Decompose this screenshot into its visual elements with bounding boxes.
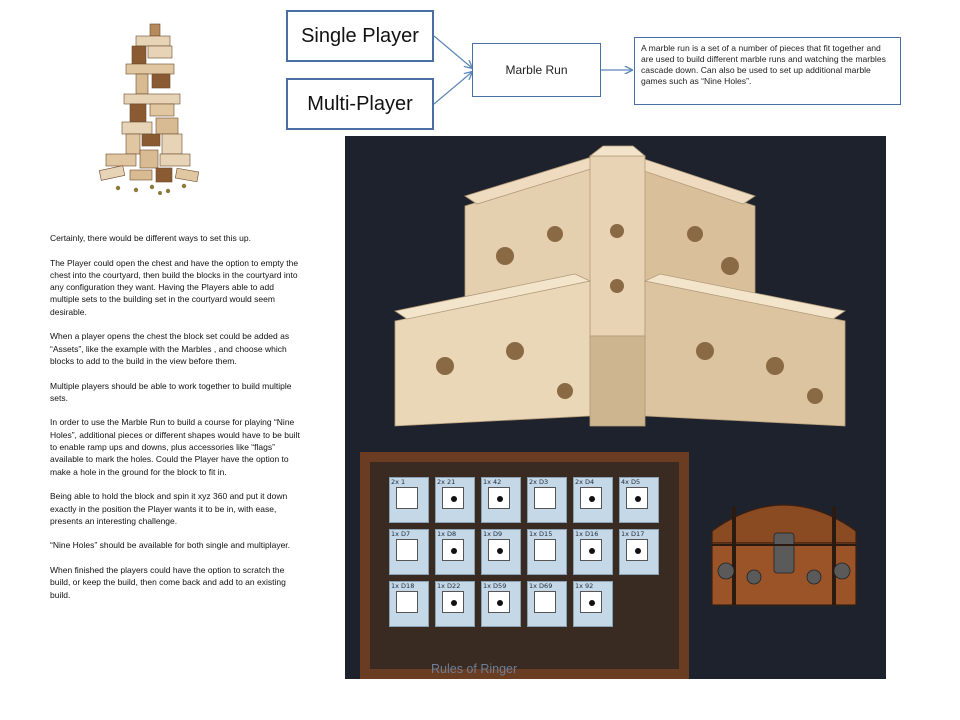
treasure-chest-image [704, 487, 864, 609]
connector-multi-to-marble-run [434, 72, 472, 104]
piece-cell [389, 581, 429, 627]
block-icon [580, 539, 602, 561]
piece-cell [573, 529, 613, 575]
block-icon [396, 487, 418, 509]
design-notes [50, 232, 304, 613]
marble-run-description: A marble run is a set of a number of pieces that fit together and are used to build different marble runs and watching the marbles cascade down. Can also be used to set up additional marble games such as “Nine Holes”. [641, 43, 886, 86]
piece-tag: 1x D69 [529, 582, 553, 590]
piece-cell [619, 477, 659, 523]
piece-tag: 4x D5 [621, 478, 641, 486]
single-player-label: Single Player [301, 24, 419, 47]
block-icon [488, 539, 510, 561]
note-paragraph: The Player could open the chest and have the option to empty the chest into the courtyard, then build the blocks in the courtyard into any configuration they want. Having the Players able to add multiple sets to the building set in the courtyard would seem desirable. [50, 257, 299, 317]
piece-tag: 1x D16 [575, 530, 599, 538]
hole-icon [589, 600, 595, 606]
multi-player-node [286, 78, 434, 130]
hole-icon [589, 496, 595, 502]
piece-tag: 1x D18 [391, 582, 415, 590]
marble-run-label: Marble Run [505, 63, 568, 77]
hole-icon [497, 496, 503, 502]
block-icon [534, 591, 556, 613]
hole-icon [451, 496, 457, 502]
block-icon [580, 487, 602, 509]
note-paragraph: Multiple players should be able to work together to build multiple sets. [50, 380, 292, 403]
hole-icon [497, 548, 503, 554]
single-player-node [286, 10, 434, 62]
piece-tag: 1x 92 [575, 582, 594, 590]
piece-cell [573, 477, 613, 523]
piece-tag: 2x D3 [529, 478, 549, 486]
piece-cell [527, 529, 567, 575]
piece-cell [435, 477, 475, 523]
hole-icon [497, 600, 503, 606]
piece-tag: 1x D8 [437, 530, 457, 538]
piece-tag: 1x D15 [529, 530, 553, 538]
note-paragraph: When a player opens the chest the block set could be added as “Assets”, like the example with the Marbles , and choose which blocks to add to the build in the view before them. [50, 331, 290, 366]
block-icon [488, 487, 510, 509]
piece-tag: 2x 21 [437, 478, 456, 486]
marble-run-description-node [634, 37, 901, 105]
block-icon [488, 591, 510, 613]
marble-run-image [345, 136, 886, 436]
multi-player-label: Multi-Player [307, 92, 413, 115]
piece-cell [389, 477, 429, 523]
piece-tag: 1x D17 [621, 530, 645, 538]
block-icon [442, 539, 464, 561]
piece-cell [481, 581, 521, 627]
piece-cell [481, 529, 521, 575]
marble-run-node [472, 43, 601, 97]
piece-cell [527, 581, 567, 627]
piece-cell [619, 529, 659, 575]
piece-cell [435, 581, 475, 627]
note-paragraph: When finished the players could have the option to scratch the build, or keep the build, then come back and add to an existing build. [50, 565, 286, 600]
block-icon [442, 591, 464, 613]
block-icon [396, 591, 418, 613]
hole-icon [451, 600, 457, 606]
note-paragraph: Being able to hold the block and spin it xyz 360 and put it down exactly in the position the Player wants it to be in, with ease, presents an interesting challenge. [50, 491, 288, 526]
piece-cell [389, 529, 429, 575]
piece-cell [527, 477, 567, 523]
piece-tag: 2x 1 [391, 478, 406, 486]
block-icon [534, 539, 556, 561]
rules-of-ringer-caption: Rules of Ringer [431, 662, 518, 676]
piece-tag: 1x D59 [483, 582, 507, 590]
block-icon [626, 539, 648, 561]
piece-tag: 1x D9 [483, 530, 503, 538]
hole-icon [451, 548, 457, 554]
piece-cell [573, 581, 613, 627]
note-paragraph: In order to use the Marble Run to build a course for playing “Nine Holes”, additional pieces or different shapes would have to be built to enable ramp ups and downs, plus accessories like “flags” available to mark the holes. Could the Player have the option to make a hole in the ground for the block to fit in. [50, 417, 300, 477]
block-icon [442, 487, 464, 509]
hole-icon [589, 548, 595, 554]
hole-icon [635, 496, 641, 502]
connector-single-to-marble-run [434, 36, 472, 68]
piece-tag: 1x D7 [391, 530, 411, 538]
piece-tag: 1x 42 [483, 478, 502, 486]
block-icon [580, 591, 602, 613]
piece-cell [481, 477, 521, 523]
piece-tag: 1x D22 [437, 582, 461, 590]
piece-cell [435, 529, 475, 575]
block-icon [626, 487, 648, 509]
wooden-block-tower-image [96, 22, 206, 197]
block-icon [534, 487, 556, 509]
piece-tag: 2x D4 [575, 478, 595, 486]
hole-icon [635, 548, 641, 554]
note-paragraph: “Nine Holes” should be available for both single and multiplayer. [50, 540, 291, 551]
note-paragraph: Certainly, there would be different ways to set this up. [50, 233, 251, 243]
block-icon [396, 539, 418, 561]
